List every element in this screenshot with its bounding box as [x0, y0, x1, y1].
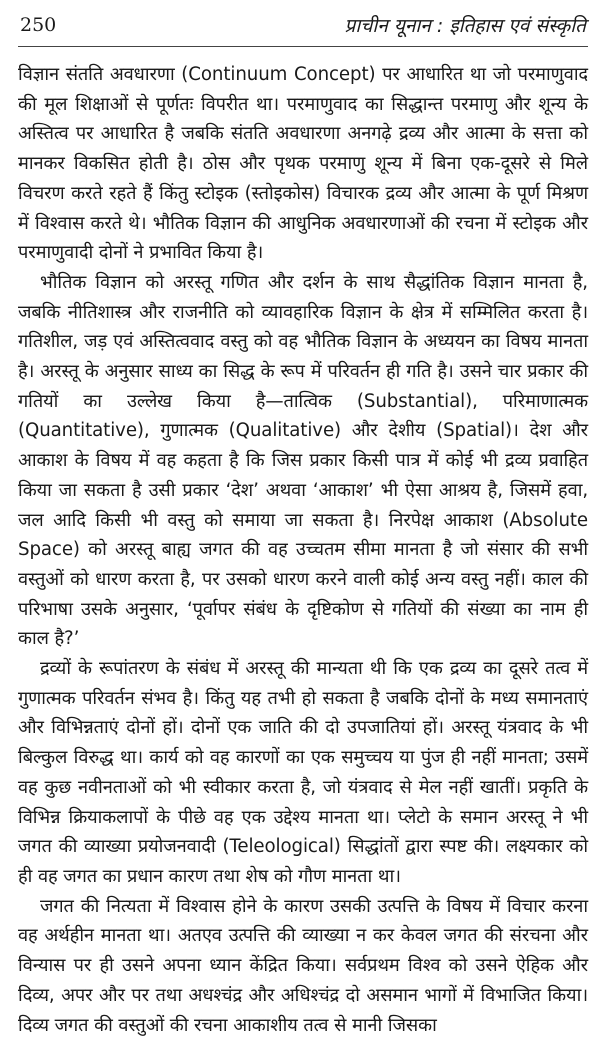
paragraph: भौतिक विज्ञान को अरस्तू गणित और दर्शन के साथ सैद्धांतिक विज्ञान मानता है, जबकि नीतिशास्त्र और राजनीति को व्यावहारिक विज्ञान के क्षेत्र में सम्मिलित करता है। गतिशील, जड़ एवं अस्तित्ववाद वस्तु को वह भौतिक विज्ञान के अध्ययन का विषय मानता है। अरस्तू के अनुसार साध्य का सिद्ध के रूप में परिवर्तन ही गति है। उसने चार प्रकार की गतियों का उल्लेख किया है—तात्विक (Substantial), परिमाणात्मक (Quantitative), गुणात्मक (Qualitative) और देशीय (Spatial)। देश और आकाश के विषय में वह कहता है कि जिस प्रकार किसी पात्र में कोई भी द्रव्य प्रवाहित किया जा सकता है उसी प्रकार ‘देश’ अथवा ‘आकाश’ भी ऐसा आश्रय है, जिसमें हवा, जल आदि किसी भी वस्तु को समाया जा सकता है। निरपेक्ष आकाश (Absolute Space) को अरस्तू बाह्य जगत की वह उच्चतम सीमा मानता है जो संसार की सभी वस्तुओं को धारण करता है, पर उसको धारण करने वाली कोई अन्य वस्तु नहीं। काल की परिभाषा उसके अनुसार, ‘पूर्वापर संबंध के दृष्टिकोण से गतियों की संख्या का नाम ही काल है?’ [18, 271, 588, 650]
paragraph: द्रव्यों के रूपांतरण के संबंध में अरस्तू की मान्यता थी कि एक द्रव्य का दूसरे तत्व में गुणात्मक परिवर्तन संभव है। किंतु यह तभी हो सकता है जबकि दोनों के मध्य समानताएं और विभिन्नताएं दोनों हों। दोनों एक जाति की दो उपजातियां हों। अरस्तू यंत्रवाद के भी बिल्कुल विरुद्ध था। कार्य को वह कारणों का एक समुच्चय या पुंज ही नहीं मानता; उसमें वह कुछ नवीनताओं को भी स्वीकार करता है, जो यंत्रवाद से मेल नहीं खातीं। प्रकृति के विभिन्न क्रियाकलापों के पीछे वह एक उद्देश्य मानता था। प्लेटो के समान अरस्तू ने भी जगत की व्याख्या प्रयोजनवादी (Teleological) सिद्धांतों द्वारा स्पष्ट की। लक्ष्यकार को ही वह जगत का प्रधान कारण तथा शेष को गौण मानता था। [18, 658, 588, 887]
header-divider [18, 46, 588, 47]
paragraph-continued: विज्ञान संतति अवधारणा (Continuum Concept) पर आधारित था जो परमाणुवाद की मूल शिक्षाओं से पूर्णतः विपरीत था। परमाणुवाद का सिद्धान्त परमाणु और शून्य के अस्तित्व पर आधारित है जबकि संतति अवधारणा अनगढ़े द्रव्य और आत्मा के सत्ता को मानकर विकसित होती है। ठोस और पृथक परमाणु शून्य में बिना एक-दूसरे से मिले विचरण करते रहते हैं किंतु स्टोइक (स्तोइकोस) विचारक द्रव्य और आत्मा के पूर्ण मिश्रण में विश्वास करते थे। भौतिक विज्ञान की आधुनिक अवधारणाओं की रचना में स्टोइक और परमाणुवादी दोनों ने प्रभावित किया है। [18, 64, 588, 264]
running-title: प्राचीन यूनान : इतिहास एवं संस्कृति [344, 15, 586, 37]
page-number: 250 [20, 14, 57, 36]
book-page [18, 0, 588, 1040]
page-body [18, 60, 588, 1040]
page-header [18, 0, 588, 48]
paragraph: जगत की नित्यता में विश्वास होने के कारण उसकी उत्पत्ति के विषय में विचार करना वह अर्थहीन मानता था। अतएव उत्पत्ति की व्याख्या न कर केवल जगत की संरचना और विन्यास पर ही उसने अपना ध्यान केंद्रित किया। सर्वप्रथम विश्व को उसने ऐहिक और दिव्य, अपर और पर तथा अधश्चंद्र और अधिश्चंद्र दो असमान भागों में विभाजित किया। दिव्य जगत की वस्तुओं की रचना आकाशीय तत्व से मानी जिसका [18, 895, 588, 1036]
